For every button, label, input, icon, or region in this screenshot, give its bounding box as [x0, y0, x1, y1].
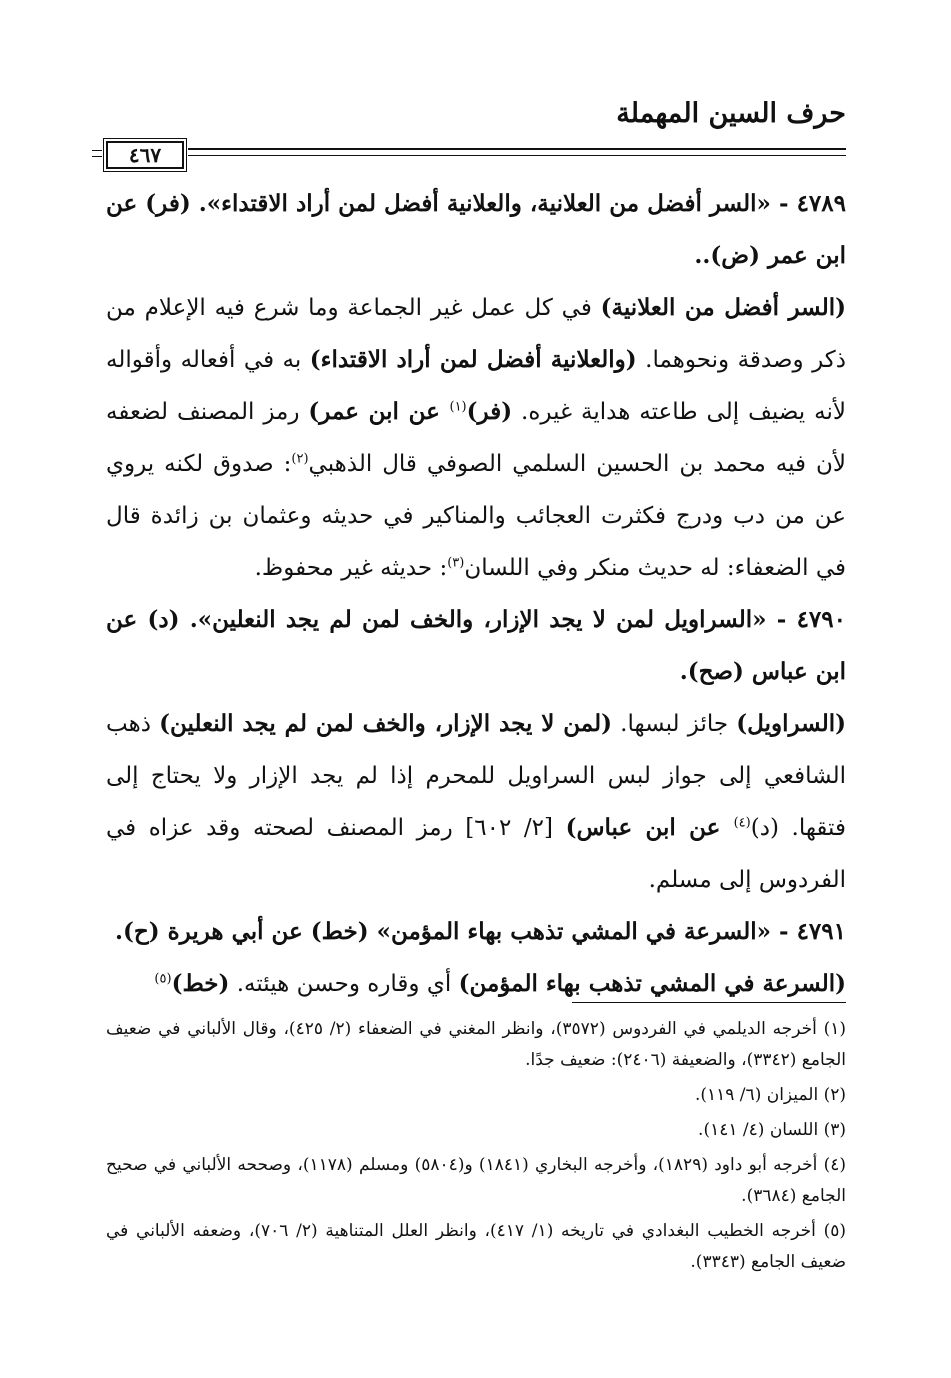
footnote-5: (٥) أخرجه الخطيب البغدادي في تاريخه (١/ ٤١٧)، وانظر العلل المتناهية (٢/ ٧٠٦)، وضعفه الألباني في ضعيف الجامع (٣٣٤٣).	[106, 1221, 847, 1272]
quote: (السر أفضل من العلانية)	[600, 294, 846, 321]
footnote-ref-1[interactable]: (١)	[449, 399, 467, 415]
commentary-text: أي وقاره وحسن هيئته.	[229, 971, 459, 997]
footnote-3: (٣) اللسان (٤/ ١٤١).	[698, 1120, 846, 1140]
footnote-1: (١) أخرجه الديلمي في الفردوس (٣٥٧٢)، وانظر المغني في الضعفاء (٢/ ٤٢٥)، وقال الألباني في ضعيف الجامع (٣٣٤٢)، والضعيفة (٢٤٠٦): ضعيف جدًا.	[106, 1019, 846, 1070]
footnote-ref-5[interactable]: (٥)	[154, 971, 172, 987]
quote: (والعلانية أفضل لمن أراد الاقتداء)	[309, 346, 637, 373]
footnote-ref-3[interactable]: (٣)	[447, 555, 465, 571]
quote: (فر)	[466, 398, 513, 425]
quote: عن ابن عمر)	[308, 398, 450, 425]
hadith-4789: ٤٧٨٩ - «السر أفضل من العلانية، والعلانية أفضل لمن أراد الاقتداء». (فر) عن ابن عمر (ض)..	[106, 190, 846, 269]
hadith-4791: ٤٧٩١ - «السرعة في المشي تذهب بهاء المؤمن» (خط) عن أبي هريرة (ح).	[114, 918, 846, 945]
footnote-ref-4[interactable]: (٤)	[733, 815, 751, 831]
footnote-2: (٢) الميزان (٦/ ١١٩).	[694, 1085, 846, 1105]
commentary-text: في كل عمل غير الجماعة وما شرع فيه الإعلام من ذكر وصدقة ونحوهما.	[106, 295, 846, 373]
header-rule	[100, 141, 846, 169]
page-number: ٤٦٧	[106, 141, 184, 169]
footnote-ref-2[interactable]: (٢)	[291, 451, 309, 467]
quote: عن ابن عباس)	[565, 814, 734, 841]
footnote-divider	[572, 1002, 846, 1003]
commentary-text: به في أفعاله وأقواله لأنه يضيف إلى طاعته هداية غيره.	[106, 347, 846, 425]
quote: (السراويل)	[736, 710, 846, 737]
main-text	[106, 178, 846, 1010]
commentary-text: ذهب الشافعي إلى جواز لبس السراويل للمحرم إذا لم يجد الإزار ولا يحتاج إلى فتقها. (د)	[106, 711, 846, 841]
quote: (لمن لا يجد الإزار، والخف لمن لم يجد النعلين)	[159, 710, 612, 737]
commentary-4789	[106, 282, 846, 594]
commentary-text: : حديثه غير محفوظ.	[254, 555, 448, 581]
page-header	[100, 96, 846, 176]
quote: (السرعة في المشي تذهب بهاء المؤمن)	[458, 970, 846, 997]
quote: (خط)	[171, 970, 230, 997]
commentary-text: : صدوق لكنه يروي عن من دب ودرج فكثرت العجائب والمناكير في حديثه وعثمان بن زائدة قال في الضعفاء: له حديث منكر وفي اللسان	[106, 451, 846, 581]
commentary-4790	[106, 698, 846, 906]
commentary-text: رمز المصنف لضعفه لأن فيه محمد بن الحسين السلمي الصوفي قال الذهبي	[106, 399, 847, 477]
commentary-text: جائز لبسها.	[611, 711, 737, 737]
commentary-text: [٢/ ٦٠٢] رمز المصنف لصحته وقد عزاه في الفردوس إلى مسلم.	[106, 815, 846, 893]
footnotes	[106, 1014, 846, 1282]
footnote-4: (٤) أخرجه أبو داود (١٨٢٩)، وأخرجه البخاري (١٨٤١) و(٥٨٠٤) ومسلم (١١٧٨)، وصححه الألباني في صحيح الجامع (٣٦٨٤).	[106, 1155, 846, 1206]
rule-end-mark	[92, 150, 102, 157]
section-title: حرف السين المهملة	[616, 98, 846, 129]
hadith-4790: ٤٧٩٠ - «السراويل لمن لا يجد الإزار، والخف لمن لم يجد النعلين». (د) عن ابن عباس (صح).	[106, 606, 846, 685]
double-rule-line	[188, 148, 846, 156]
